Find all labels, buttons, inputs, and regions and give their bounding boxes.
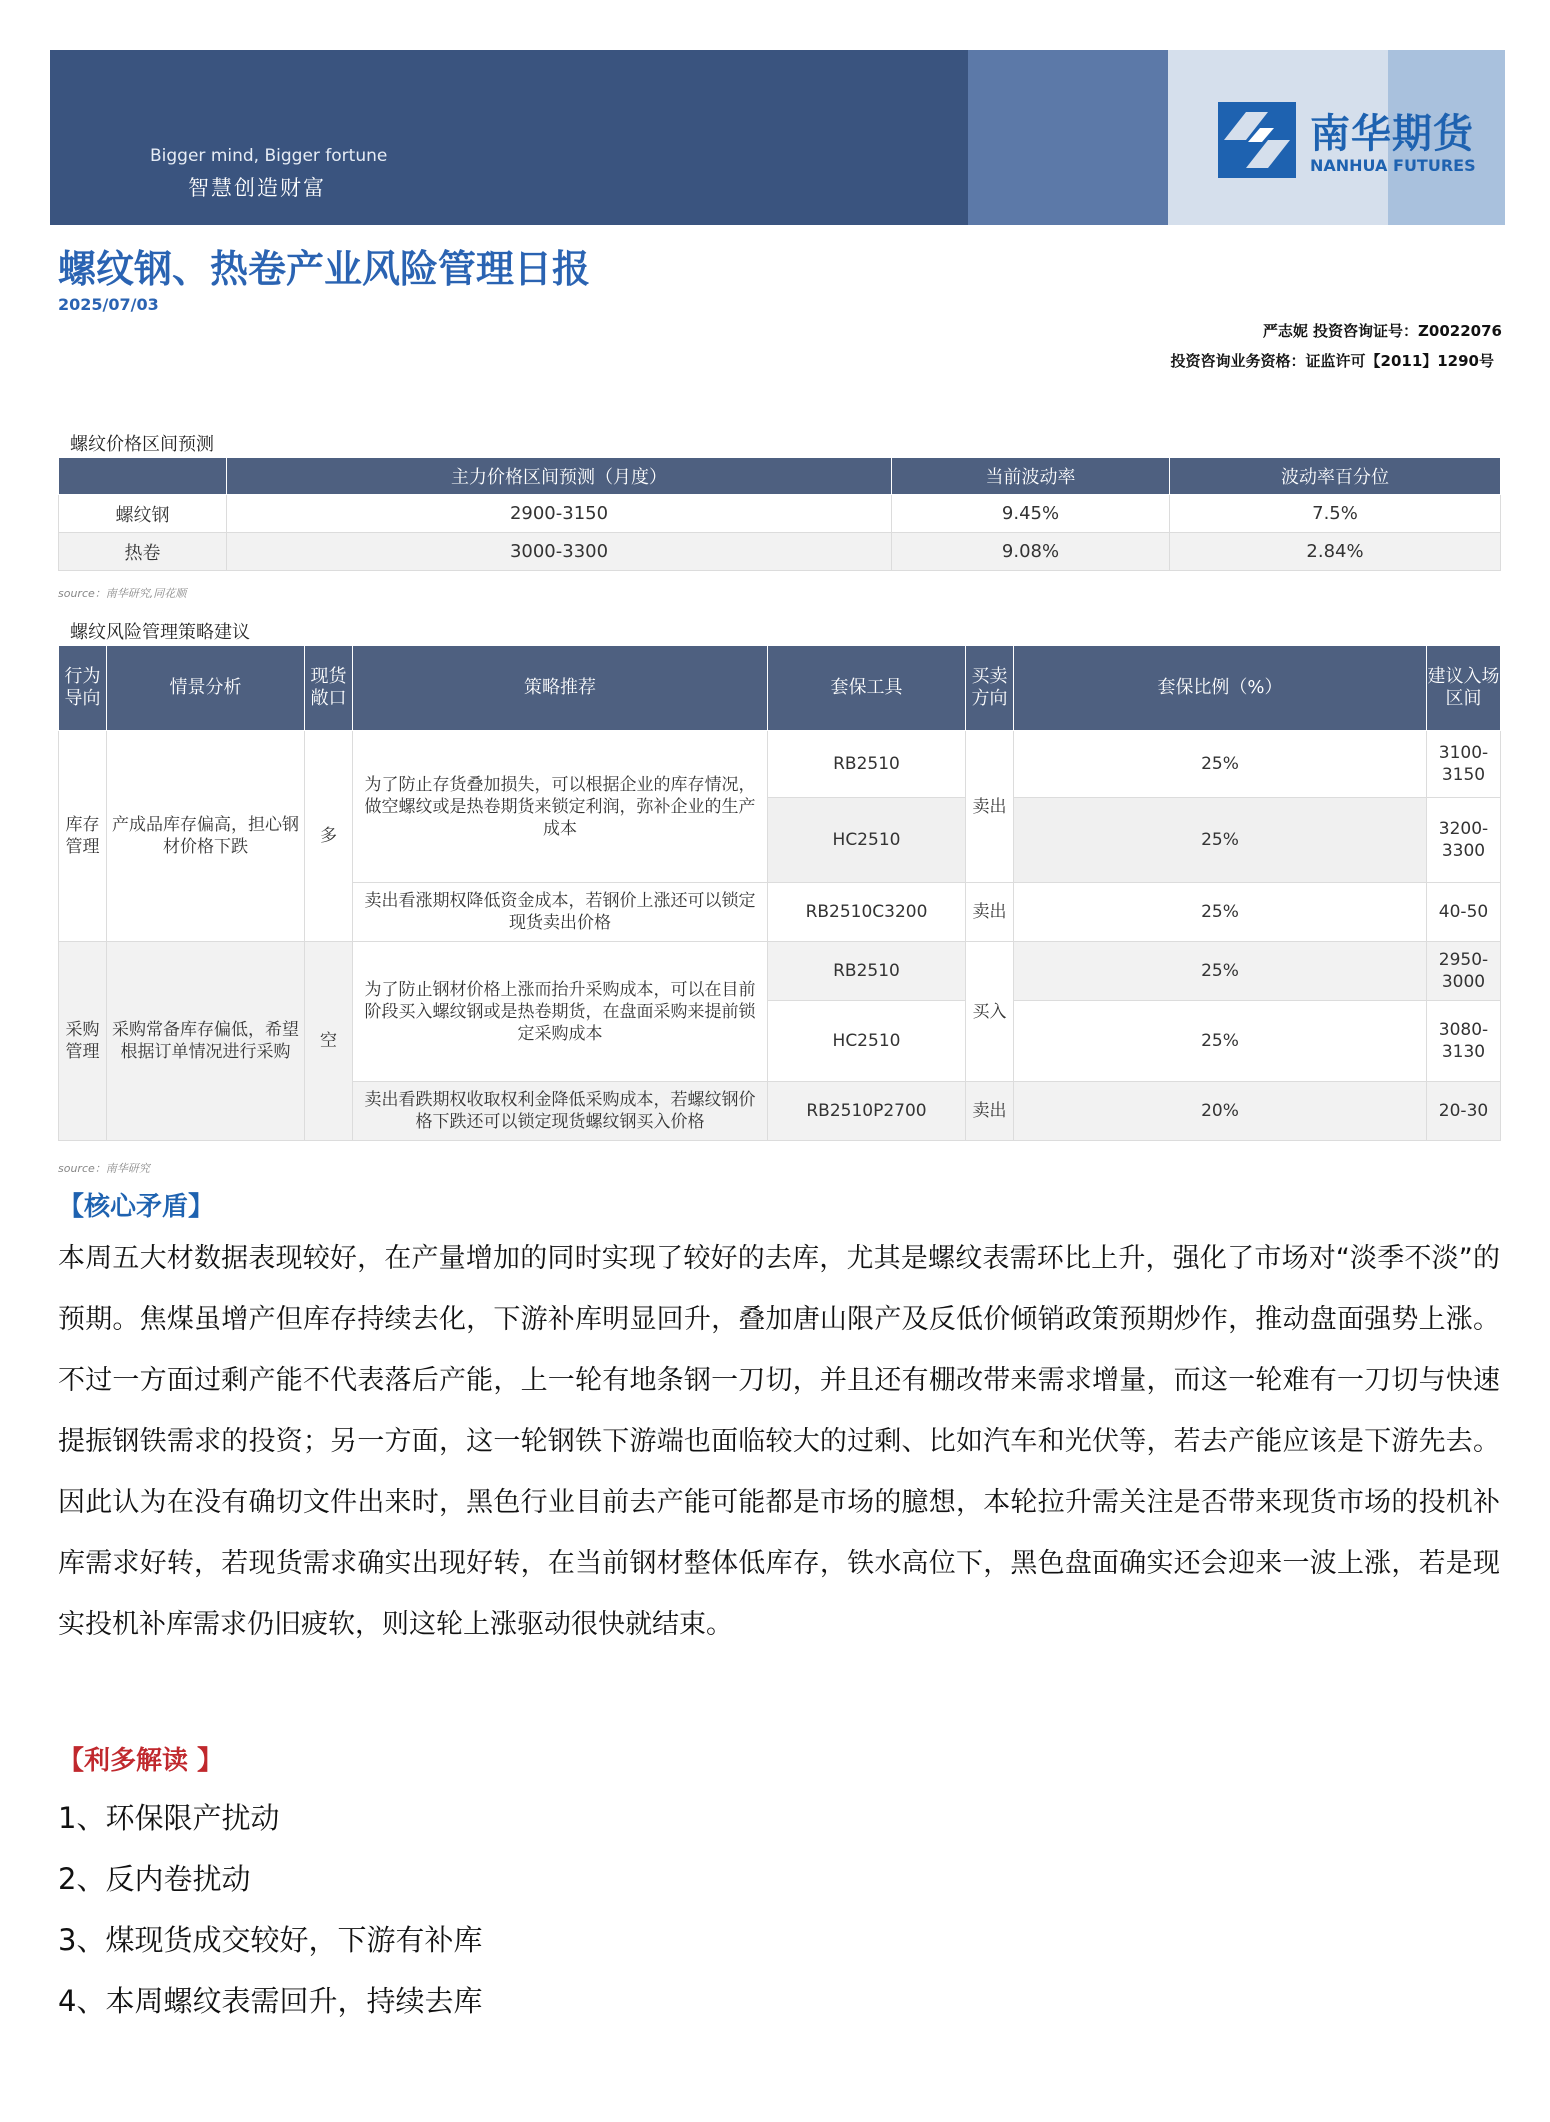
ratio-cell: 25% [1014,942,1427,1001]
range-cell: 3080-3130 [1427,1001,1501,1082]
list-item: 3、煤现货成交较好，下游有补库 [58,1923,483,1957]
slogan-chinese: 智慧创造财富 [188,176,326,200]
table-header: 情景分析 [107,646,305,731]
table-cell: 3000-3300 [227,533,892,571]
table-header [59,458,227,495]
ratio-cell: 20% [1014,1082,1427,1141]
tool-cell: RB2510 [768,942,966,1001]
side-cell: 卖出 [966,1082,1014,1141]
source-note: source：南华研究,同花顺 [58,587,187,600]
tool-cell: RB2510C3200 [768,883,966,942]
list-item: 4、本周螺纹表需回升，持续去库 [58,1984,483,2018]
tool-cell: HC2510 [768,1001,966,1082]
table-header: 当前波动率 [892,458,1170,495]
source-note: source：南华研究 [58,1162,150,1175]
tool-cell: RB2510P2700 [768,1082,966,1141]
table-row [59,731,1501,798]
table-header: 买卖方向 [966,646,1014,731]
exposure-cell: 多 [305,731,353,942]
table-header: 策略推荐 [353,646,768,731]
table-header: 行为导向 [59,646,107,731]
bullish-list [58,1788,482,2032]
header-banner [50,50,1505,225]
table-cell: 9.45% [892,495,1170,533]
range-cell: 40-50 [1427,883,1501,942]
table-cell: 2900-3150 [227,495,892,533]
table-header: 波动率百分位 [1170,458,1501,495]
price-table-label: 螺纹价格区间预测 [70,434,214,455]
license-info: 投资咨询业务资格：证监许可【2011】1290号 [1170,352,1494,370]
price-range-table [58,457,1501,571]
slogan-english: Bigger mind, Bigger fortune [150,146,388,166]
table-row [59,533,1501,571]
direction-cell: 采购管理 [59,942,107,1141]
logo-text-en: NANHUA FUTURES [1310,156,1476,175]
strategy-table-label: 螺纹风险管理策略建议 [70,622,250,643]
strategy-cell: 卖出看跌期权收取权利金降低采购成本，若螺纹钢价格下跌还可以锁定现货螺纹钢买入价格 [353,1082,768,1141]
logo-text-cn: 南华期货 [1310,111,1474,157]
side-cell: 买入 [966,942,1014,1082]
side-cell: 卖出 [966,883,1014,942]
core-paragraph: 本周五大材数据表现较好，在产量增加的同时实现了较好的去库，尤其是螺纹表需环比上升，强化了市场对“淡季不淡”的预期。焦煤虽增产但库存持续去化，下游补库明显回升，叠加唐山限产及反低价倾销政策预期炒作，推动盘面强势上涨。不过一方面过剩产能不代表落后产能，上一轮有地条钢一刀切，并且还有棚改带来需求增量，而这一轮难有一刀切与快速提振钢铁需求的投资；另一方面，这一轮钢铁下游端也面临较大的过剩、比如汽车和光伏等，若去产能应该是下游先去。因此认为在没有确切文件出来时，黑色行业目前去产能可能都是市场的臆想，本轮拉升需关注是否带来现货市场的投机补库需求好转，若现货需求确实出现好转，在当前钢材整体低库存，铁水高位下，黑色盘面确实还会迎来一波上涨，若是现实投机补库需求仍旧疲软，则这轮上涨驱动很快就结束。 [58,1243,1500,1640]
range-cell: 3200-3300 [1427,798,1501,883]
ratio-cell: 25% [1014,798,1427,883]
table-cell: 2.84% [1170,533,1501,571]
table-row [59,942,1501,1001]
logo-mark-icon [1218,102,1296,178]
strategy-cell: 卖出看涨期权降低资金成本，若钢价上涨还可以锁定现货卖出价格 [353,883,768,942]
table-header: 套保工具 [768,646,966,731]
report-title: 螺纹钢、热卷产业风险管理日报 [58,247,591,291]
list-item: 1、环保限产扰动 [58,1801,280,1835]
table-header: 现货敞口 [305,646,353,731]
strategy-cell: 为了防止存货叠加损失，可以根据企业的库存情况，做空螺纹或是热卷期货来锁定利润，弥补企业的生产成本 [353,731,768,883]
ratio-cell: 25% [1014,883,1427,942]
table-row [59,495,1501,533]
strategy-table [58,645,1501,1141]
tool-cell: RB2510 [768,731,966,798]
table-cell: 7.5% [1170,495,1501,533]
table-header: 建议入场区间 [1427,646,1501,731]
range-cell: 3100-3150 [1427,731,1501,798]
table-header: 套保比例（%） [1014,646,1427,731]
bullish-heading: 【利多解读 】 [58,1746,224,1776]
exposure-cell: 空 [305,942,353,1141]
range-cell: 2950-3000 [1427,942,1501,1001]
ratio-cell: 25% [1014,731,1427,798]
scenario-cell: 产成品库存偏高，担心钢材价格下跌 [107,731,305,942]
list-item: 2、反内卷扰动 [58,1862,251,1896]
company-logo [1218,100,1488,180]
core-heading: 【核心矛盾】 [58,1192,215,1222]
table-cell: 9.08% [892,533,1170,571]
range-cell: 20-30 [1427,1082,1501,1141]
banner-band [968,50,1168,225]
table-cell: 热卷 [59,533,227,571]
ratio-cell: 25% [1014,1001,1427,1082]
table-cell: 螺纹钢 [59,495,227,533]
report-date: 2025/07/03 [58,295,159,314]
strategy-cell: 为了防止钢材价格上涨而抬升采购成本，可以在目前阶段买入螺纹钢或是热卷期货，在盘面采购来提前锁定采购成本 [353,942,768,1082]
direction-cell: 库存管理 [59,731,107,942]
table-header: 主力价格区间预测（月度） [227,458,892,495]
analyst-info: 严志妮 投资咨询证号：Z0022076 [1262,322,1502,340]
tool-cell: HC2510 [768,798,966,883]
side-cell: 卖出 [966,731,1014,883]
scenario-cell: 采购常备库存偏低，希望根据订单情况进行采购 [107,942,305,1141]
